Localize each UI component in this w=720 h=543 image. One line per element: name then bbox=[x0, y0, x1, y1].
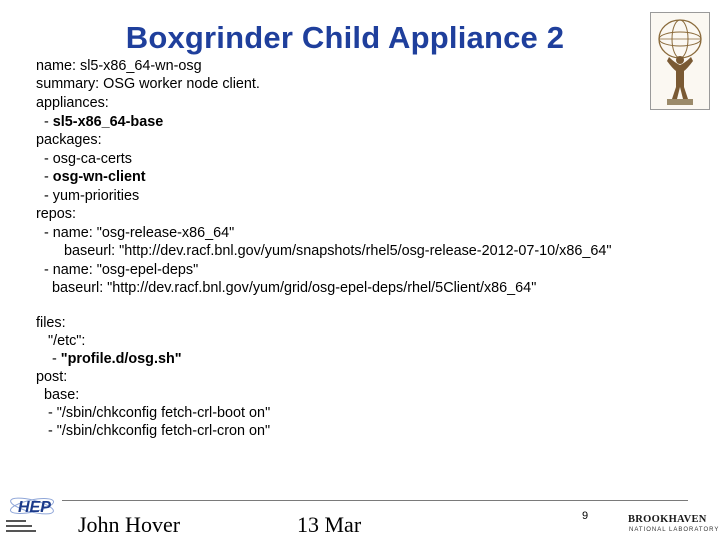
yaml-line: - "/sbin/chkconfig fetch-crl-boot on" bbox=[36, 405, 271, 421]
yaml-line: - yum-priorities bbox=[36, 188, 140, 204]
yaml-line: baseurl: "http://dev.racf.bnl.gov/yum/snapshots/rhel5/osg-release-2012-07-10/x86_64" bbox=[36, 243, 612, 259]
brookhaven-logo bbox=[628, 512, 720, 538]
hep-logo-icon bbox=[4, 494, 56, 538]
yaml-line: baseurl: "http://dev.racf.bnl.gov/yum/grid/osg-epel-deps/rhel/5Client/x86_64" bbox=[36, 280, 537, 296]
footer-divider bbox=[62, 500, 688, 501]
yaml-line: - "profile.d/osg.sh" bbox=[36, 351, 182, 367]
page-number: 9 bbox=[582, 510, 589, 522]
brookhaven-logo-subtext: NATIONAL LABORATORY bbox=[629, 527, 720, 533]
yaml-line: post: bbox=[36, 369, 68, 385]
yaml-line: - osg-ca-certs bbox=[36, 151, 132, 167]
yaml-line: repos: bbox=[36, 206, 76, 222]
yaml-line: name: sl5-x86_64-wn-osg bbox=[36, 58, 202, 74]
atlas-logo bbox=[650, 12, 710, 110]
yaml-line: base: bbox=[36, 387, 80, 403]
hep-logo-text: HEP bbox=[18, 499, 51, 516]
hep-logo bbox=[4, 494, 56, 538]
footer-date: 13 Mar bbox=[297, 512, 362, 537]
yaml-line: - sl5-x86_64-base bbox=[36, 114, 164, 130]
yaml-line: - name: "osg-release-x86_64" bbox=[36, 225, 235, 241]
atlas-statue-icon bbox=[651, 13, 709, 109]
yaml-line: packages: bbox=[36, 132, 102, 148]
yaml-line: "/etc": bbox=[36, 333, 86, 349]
slide-title: Boxgrinder Child Appliance 2 bbox=[125, 20, 565, 55]
yaml-line: summary: OSG worker node client. bbox=[36, 76, 260, 92]
brookhaven-logo-text: BROOKHAVEN bbox=[628, 514, 707, 525]
yaml-line: - osg-wn-client bbox=[36, 169, 146, 185]
yaml-line: files: bbox=[36, 315, 66, 331]
footer-author: John Hover bbox=[78, 512, 181, 537]
yaml-line: appliances: bbox=[36, 95, 109, 111]
yaml-line: - "/sbin/chkconfig fetch-crl-cron on" bbox=[36, 423, 271, 439]
yaml-line: - name: "osg-epel-deps" bbox=[36, 262, 199, 278]
